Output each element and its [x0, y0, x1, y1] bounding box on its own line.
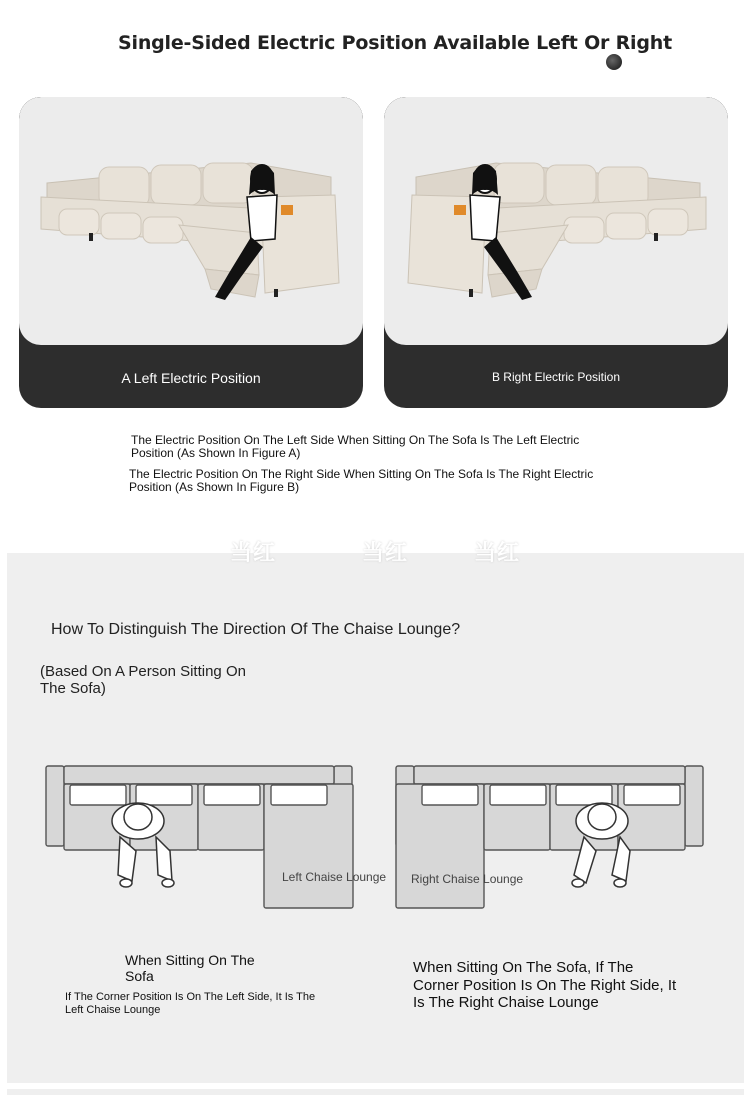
- card-right-electric[interactable]: [384, 97, 728, 408]
- left-caption-body: If The Corner Position Is On The Left Side, It Is The Left Chaise Lounge: [65, 991, 316, 1016]
- watermark-2: 当红: [362, 541, 409, 566]
- sofa-photo-left: [19, 97, 363, 345]
- title-decoration-dot: [606, 54, 622, 70]
- sofa-illustration-left: [19, 97, 363, 345]
- sofa-photo-right: [384, 97, 728, 345]
- card-label-left: A Left Electric Position: [121, 370, 261, 386]
- right-caption: When Sitting On The Sofa, If The Corner Position Is On The Right Side, It Is The Right Chaise Lounge: [413, 959, 677, 1011]
- page-title: Single-Sided Electric Position Available Left Or Right: [118, 32, 672, 54]
- note-left-electric: The Electric Position On The Left Side When Sitting On The Sofa Is The Left Electric Position (As Shown In Figure A): [131, 433, 580, 460]
- sofa-illustration-right: [384, 97, 728, 345]
- right-chaise-diagram: [392, 755, 712, 920]
- note-right-electric: The Electric Position On The Right Side When Sitting On The Sofa Is The Right Electric Position (As Shown In Figure B): [129, 467, 594, 494]
- watermark-1: 当红: [230, 541, 277, 566]
- left-caption-title: When Sitting On The Sofa: [125, 952, 255, 984]
- right-chaise-label: Right Chaise Lounge: [411, 872, 524, 886]
- guide-subtitle: (Based On A Person Sitting On The Sofa): [40, 663, 246, 697]
- bottom-strip: [7, 1089, 744, 1095]
- card-label-right: B Right Electric Position: [491, 370, 621, 384]
- left-chaise-diagram: [40, 755, 360, 920]
- watermark-3: 当红: [474, 541, 521, 566]
- left-chaise-label: Left Chaise Lounge: [282, 870, 387, 884]
- card-left-electric[interactable]: [19, 97, 363, 408]
- guide-question: How To Distinguish The Direction Of The Chaise Lounge?: [51, 621, 461, 638]
